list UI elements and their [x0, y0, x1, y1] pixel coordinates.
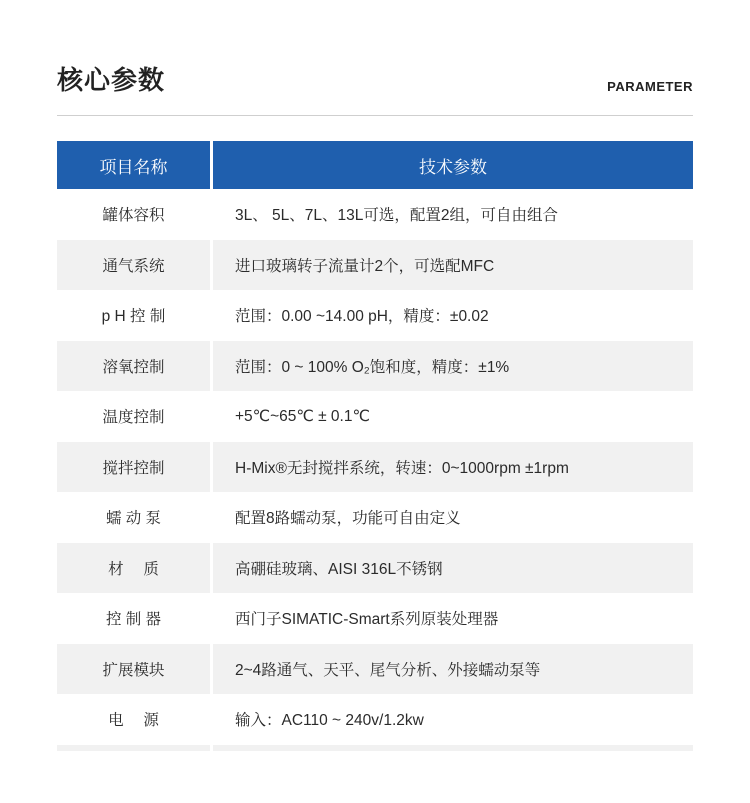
row-value: 进口玻璃转子流量计2个，可选配MFC [213, 240, 693, 291]
table-row [57, 492, 693, 543]
row-value: 输入：AC110 ~ 240v/1.2kw [213, 694, 693, 745]
column-header-spec: 技术参数 [213, 141, 693, 189]
table-row [57, 240, 693, 291]
row-value: 配置8路蠕动泵，功能可自由定义 [213, 492, 693, 543]
table-row [57, 189, 693, 240]
row-value: 范围：0 ~ 100% O₂饱和度，精度：±1% [213, 341, 693, 392]
row-name: 材 质 [57, 543, 210, 594]
row-value: 范围：0.00 ~14.00 pH，精度：±0.02 [213, 290, 693, 341]
row-name: 温度控制 [57, 391, 210, 442]
table-row [57, 442, 693, 493]
table-row [57, 543, 693, 594]
row-name: 扩展模块 [57, 644, 210, 695]
column-header-item-name: 项目名称 [57, 141, 210, 189]
row-value: H-Mix®无封搅拌系统，转速：0~1000rpm ±1rpm [213, 442, 693, 493]
table-row [57, 391, 693, 442]
row-value: 高硼硅玻璃、AISI 316L不锈钢 [213, 543, 693, 594]
row-name: 罐体容积 [57, 189, 210, 240]
table-header-row [57, 141, 693, 189]
table-row [57, 341, 693, 392]
table-row [57, 644, 693, 695]
row-value: 2~4路通气、天平、尾气分析、外接蠕动泵等 [213, 644, 693, 695]
page-subtitle: PARAMETER [607, 79, 693, 94]
row-value: 3L、 5L、7L、13L可选，配置2组，可自由组合 [213, 189, 693, 240]
row-value: +5℃~65℃ ± 0.1℃ [213, 391, 693, 442]
page-title: 核心参数 [57, 65, 166, 95]
row-name: 搅拌控制 [57, 442, 210, 493]
row-name: 溶氧控制 [57, 341, 210, 392]
table-row [57, 593, 693, 644]
row-name: 蠕 动 泵 [57, 492, 210, 543]
divider [57, 115, 693, 116]
parameter-table [57, 141, 693, 751]
row-value: 西门子SIMATIC-Smart系列原装处理器 [213, 593, 693, 644]
table-row-cutoff [57, 745, 693, 751]
row-name: p H 控 制 [57, 290, 210, 341]
row-name: 通气系统 [57, 240, 210, 291]
row-name: 电 源 [57, 694, 210, 745]
table-row [57, 694, 693, 745]
row-name: 控 制 器 [57, 593, 210, 644]
table-row [57, 290, 693, 341]
